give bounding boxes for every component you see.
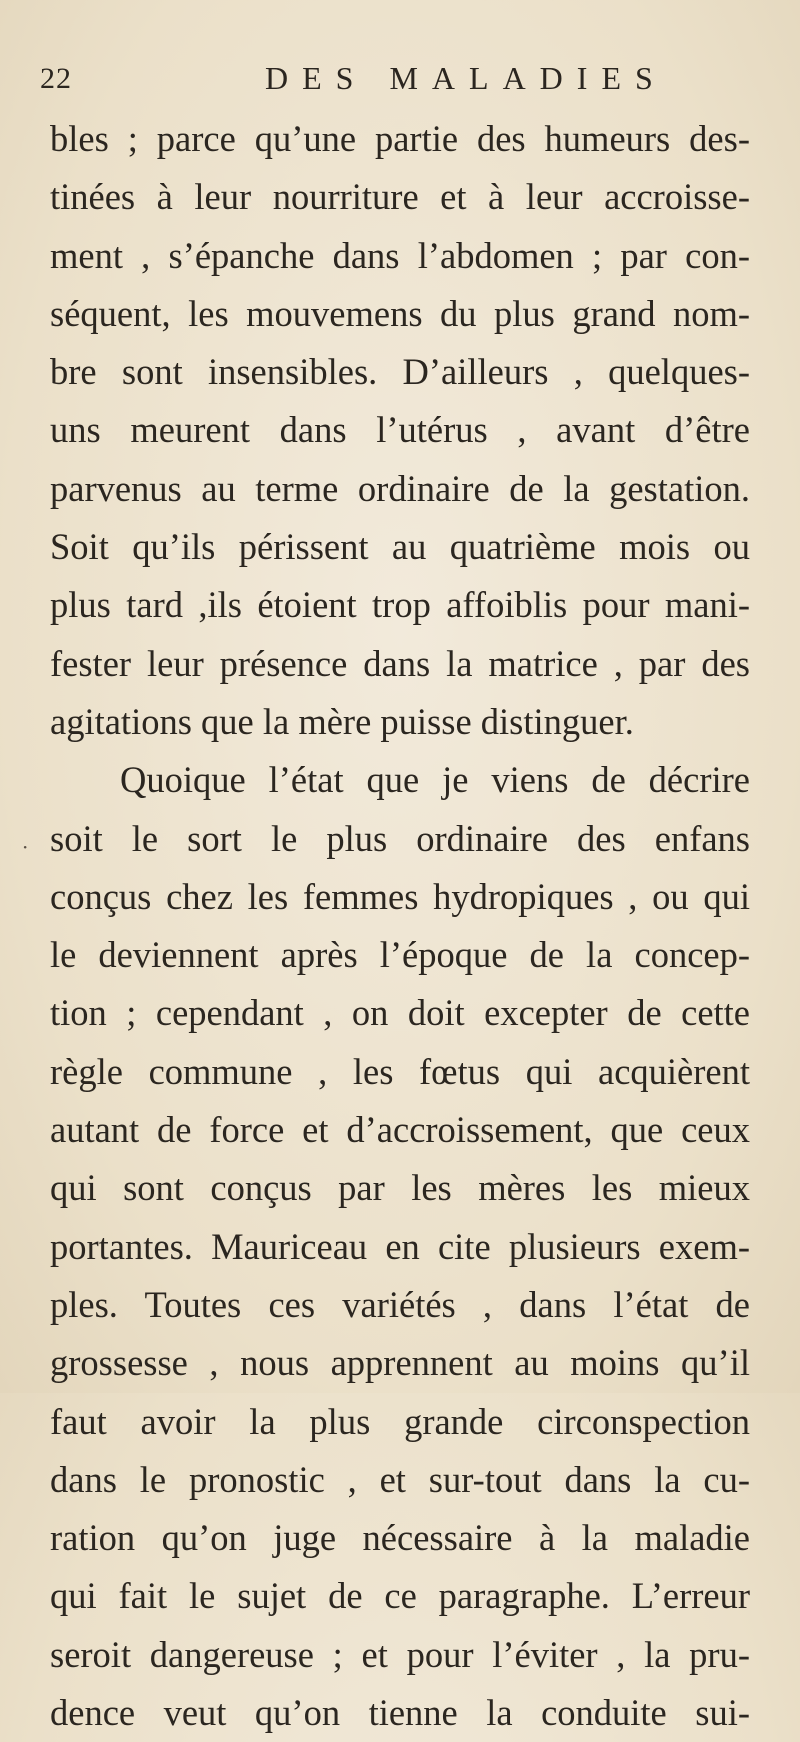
text-line: uns meurent dans l’utérus , avant d’être bbox=[50, 409, 750, 451]
text-line: bre sont insensibles. D’ailleurs , quelques- bbox=[50, 351, 750, 393]
text-line: dans le pronostic , et sur-tout dans la cu- bbox=[50, 1458, 750, 1500]
page-number: 22 bbox=[40, 62, 72, 95]
text-line: grossesse , nous apprennent au moins qu’il bbox=[50, 1342, 750, 1384]
running-head: DES MALADIES bbox=[265, 60, 667, 96]
text-line: parvenus au terme ordinaire de la gestation. bbox=[50, 467, 750, 509]
margin-mark: · bbox=[22, 835, 29, 859]
text-line: ration qu’on juge nécessaire à la maladie bbox=[50, 1517, 750, 1559]
text-line: faut avoir la plus grande circonspection bbox=[50, 1400, 750, 1442]
text-line: plus tard ,ils étoient trop affoiblis pour mani- bbox=[50, 584, 750, 626]
text-line: ples. Toutes ces variétés , dans l’état de bbox=[50, 1283, 750, 1325]
page-header bbox=[40, 52, 680, 102]
text-line: seroit dangereuse ; et pour l’éviter , la pru- bbox=[50, 1633, 750, 1675]
text-line: tinées à leur nourriture et à leur accroisse- bbox=[50, 176, 750, 218]
text-line: autant de force et d’accroissement, que ceux bbox=[50, 1109, 750, 1151]
text-line: séquent, les mouvemens du plus grand nom- bbox=[50, 292, 750, 334]
text-line: Quoique l’état que je viens de décrire bbox=[120, 759, 750, 801]
body-text bbox=[50, 110, 750, 1742]
text-line: le deviennent après l’époque de la concep- bbox=[50, 934, 750, 976]
text-line: qui fait le sujet de ce paragraphe. L’erreur bbox=[50, 1575, 750, 1617]
text-line: portantes. Mauriceau en cite plusieurs exem- bbox=[50, 1225, 750, 1267]
text-line: conçus chez les femmes hydropiques , ou qui bbox=[50, 875, 750, 917]
text-line: qui sont conçus par les mères les mieux bbox=[50, 1167, 750, 1209]
text-line: agitations que la mère puisse distinguer. bbox=[50, 700, 634, 742]
text-line: fester leur présence dans la matrice , par des bbox=[50, 642, 750, 684]
text-line: soit le sort le plus ordinaire des enfans bbox=[50, 817, 750, 859]
text-line: Soit qu’ils périssent au quatrième mois ou bbox=[50, 526, 750, 568]
text-line: bles ; parce qu’une partie des humeurs des- bbox=[50, 118, 750, 159]
text-line: dence veut qu’on tienne la conduite sui- bbox=[50, 1692, 750, 1734]
text-line: règle commune , les fœtus qui acquièrent bbox=[50, 1050, 750, 1092]
text-line: tion ; cependant , on doit excepter de cette bbox=[50, 992, 750, 1034]
text-line: ment , s’épanche dans l’abdomen ; par con- bbox=[50, 234, 750, 276]
